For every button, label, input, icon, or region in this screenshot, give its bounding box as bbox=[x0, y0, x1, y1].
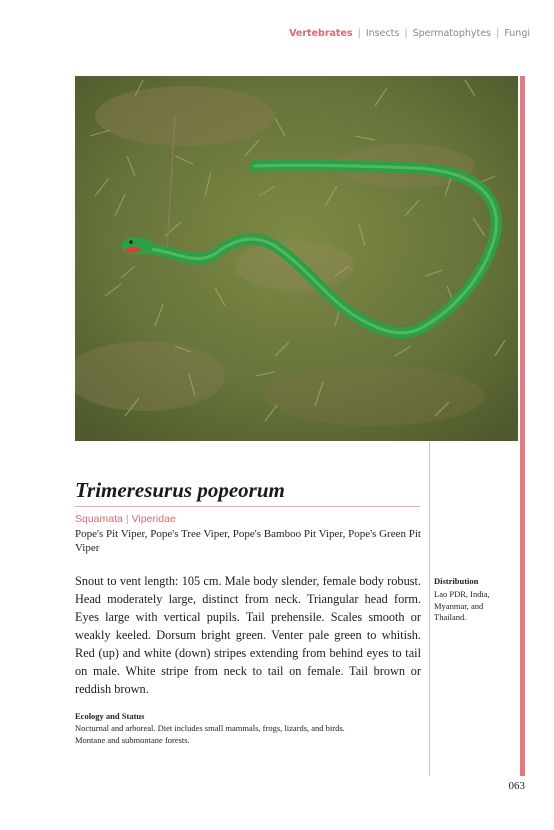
nav-fungi[interactable]: Fungi bbox=[504, 28, 530, 39]
nav-separator: | bbox=[496, 28, 500, 39]
section-nav bbox=[289, 28, 530, 39]
ecology-line: Nocturnal and arboreal. Diet includes small mammals, frogs, lizards, and birds. bbox=[75, 723, 345, 733]
nav-insects[interactable]: Insects bbox=[365, 28, 400, 39]
distribution-heading: Distribution bbox=[434, 576, 479, 586]
page-number: 063 bbox=[508, 780, 525, 792]
column-divider bbox=[429, 442, 430, 776]
title-divider bbox=[75, 506, 420, 507]
species-photo bbox=[75, 76, 518, 441]
distribution-text: Lao PDR, India, Myanmar, and Thailand. bbox=[434, 589, 490, 622]
ecology-text bbox=[75, 723, 420, 746]
ecology-line: Montane and submontane forests. bbox=[75, 734, 190, 745]
ecology-heading: Ecology and Status bbox=[75, 711, 145, 721]
nav-separator: | bbox=[404, 28, 408, 39]
species-description: Snout to vent length: 105 cm. Male body slender, female body robust. Head moderately large, distinct from neck. Triangular head form. Eyes large with vertical pupils. Tail prehensile. Scales smooth or weakly keeled. Dorsum bright green. Venter pale green to whitish. Red (up) and white (down) stripes extending from behind eyes to tail on male. White stripe from neck to tail on female. Tail brown or reddish brown. bbox=[75, 574, 421, 696]
taxonomy-line bbox=[75, 513, 176, 525]
nav-spermatophytes[interactable]: Spermatophytes bbox=[412, 28, 492, 39]
taxonomy-family: Viperidae bbox=[131, 513, 176, 525]
common-names: Pope's Pit Viper, Pope's Tree Viper, Pope's Bamboo Pit Viper, Pope's Green Pit Viper bbox=[75, 528, 421, 554]
nav-vertebrates[interactable]: Vertebrates bbox=[289, 28, 353, 39]
taxonomy-separator: | bbox=[125, 513, 129, 525]
nav-separator: | bbox=[357, 28, 361, 39]
snake-illustration bbox=[75, 76, 518, 441]
accent-bar bbox=[520, 76, 525, 776]
taxonomy-order: Squamata bbox=[75, 513, 123, 525]
species-name: Trimeresurus popeorum bbox=[75, 478, 285, 502]
